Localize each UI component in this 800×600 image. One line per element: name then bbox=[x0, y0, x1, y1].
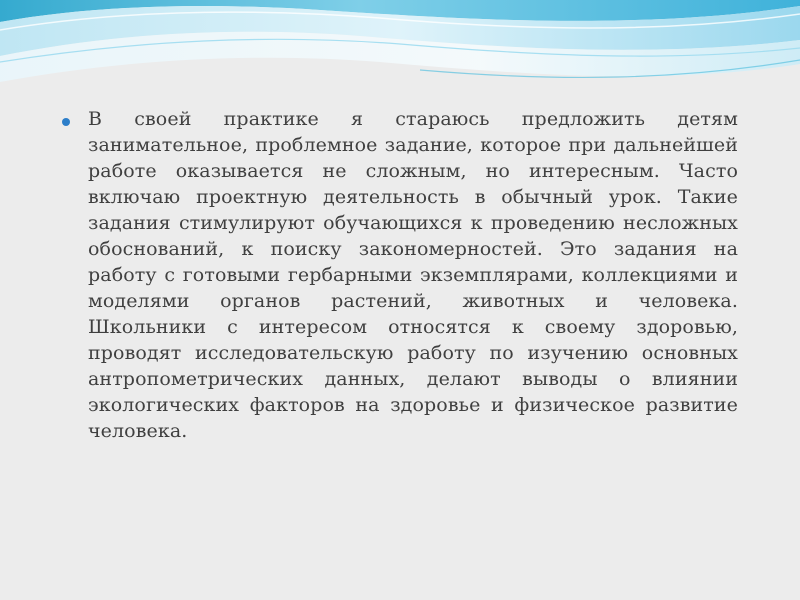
bullet-item bbox=[62, 106, 738, 444]
wave-header-decoration bbox=[0, 0, 800, 100]
bullet-dot-icon bbox=[62, 118, 70, 126]
bullet-paragraph: В своей практике я стараюсь предложить детям занимательное, проблемное задание, которое при дальнейшей работе оказывается не сложным, но интересным. Часто включаю проектную деятельность в обычный урок. Такие задания стимулируют обучающихся к проведению несложных обоснований, к поиску закономерностей. Это задания на работу с готовыми гербарными экземплярами, коллекциями и моделями органов растений, животных и человека. Школьники с интересом относятся к своему здоровью, проводят исследовательскую работу по изучению основных антропометрических данных, делают выводы о влиянии экологических факторов на здоровье и физическое развитие человека. bbox=[88, 108, 738, 442]
content-area bbox=[62, 106, 738, 444]
